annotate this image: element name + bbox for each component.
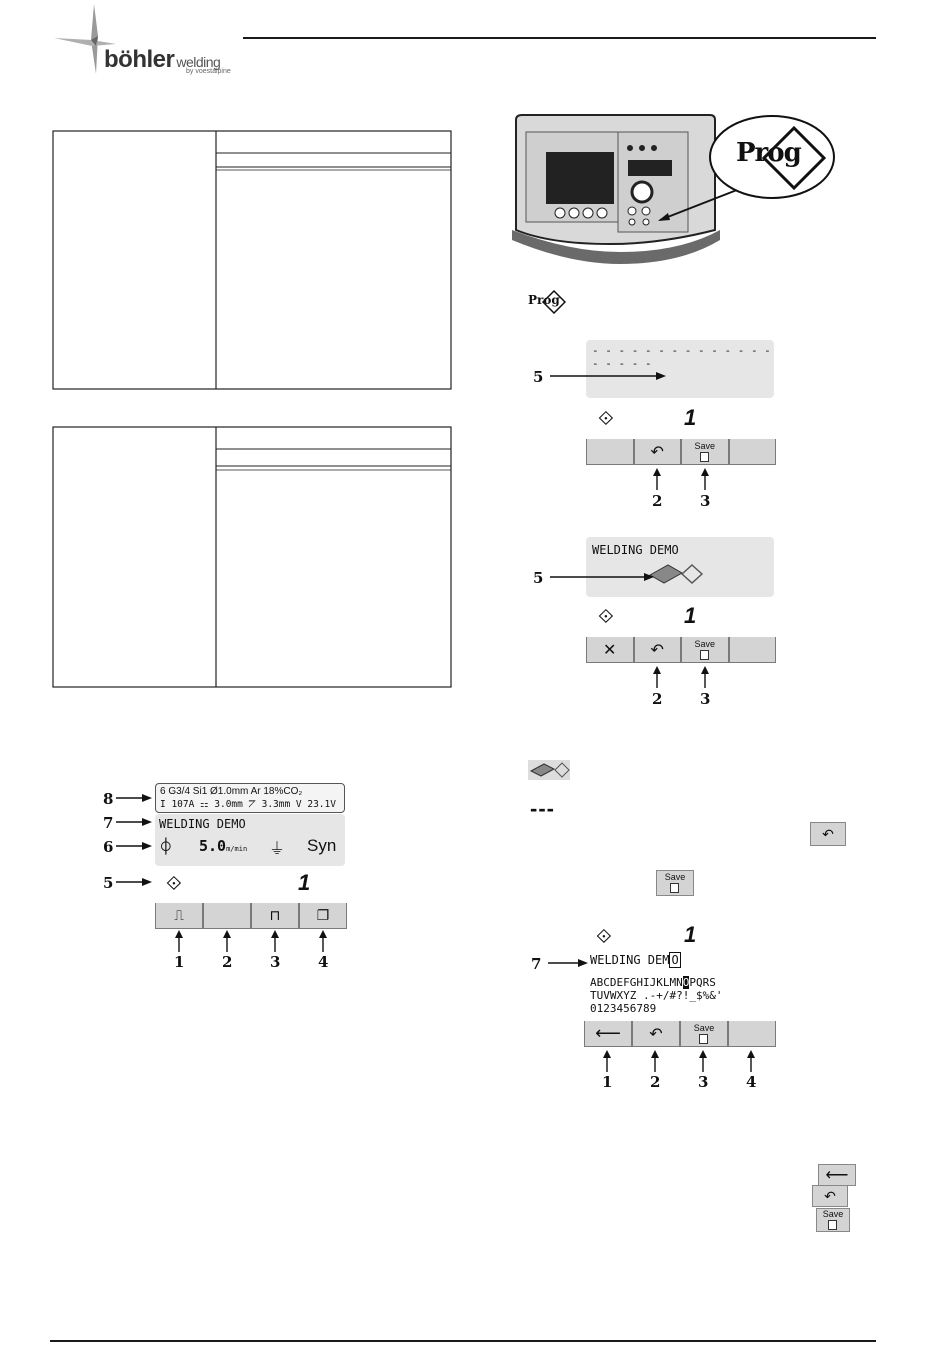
callout-8-main: 8 [103,790,114,808]
callout-7-main: 7 [103,814,114,832]
callout-2-step2: 2 [652,690,663,708]
callout-3-step2: 3 [700,690,711,708]
prog-arrow-icon-main: ⟐ [166,873,182,895]
callout-1-edit: 1 [602,1073,613,1091]
undo-icon: ↶ [824,1187,836,1204]
callout-5-step2: 5 [533,569,544,587]
softkeys-edit [584,1021,776,1047]
charset-selected[interactable]: O [682,976,690,989]
program-number-edit: 1 [684,922,697,947]
callout-2-edit: 2 [650,1073,661,1091]
undo-icon: ↶ [650,443,664,461]
torch-icon: ⏚ [269,839,286,858]
lcd-main-row1: 6 G3/4 Si1 Ø1.0mm Ar 18%CO₂ [160,786,303,797]
callout-1-main: 1 [174,953,185,971]
machine-panel-illustration [510,112,850,267]
softkey-blank-4[interactable] [729,439,777,465]
memory-chip-inline [528,760,570,780]
spec-table-2 [52,426,452,690]
cursor: O [671,953,679,967]
save-key-inline-2 [816,1208,850,1232]
brand-sub: by voestalpine [186,68,231,75]
brand-logo [52,0,252,80]
callout-arrows-step2 [640,666,720,690]
callout-2-step1: 2 [652,492,663,510]
delete-icon: ✕ [603,641,617,659]
lcd-step1-dashes: - - - - - - - - - - - - - - - - - - - [592,344,771,370]
softkey-save[interactable] [680,1021,728,1047]
undo-icon: ↶ [649,1025,663,1043]
callout-5-main: 5 [103,874,114,892]
callout-arrow-5-step1 [532,368,672,384]
undo-icon: ↶ [822,825,834,842]
save-icon: Save [823,1210,844,1230]
save-icon: Save [694,442,715,462]
backspace-arrow-icon: ⟵ [595,1023,621,1043]
callout-3-edit: 3 [698,1073,709,1091]
backspace-arrow-icon: ⟵ [825,1167,849,1184]
save-icon: Save [694,1024,715,1044]
softkey-save[interactable] [681,637,729,663]
lcd-step2-title: WELDING DEMO [592,543,679,557]
lcd-main-header [155,783,345,813]
process-icon: ⎍ [174,907,184,923]
softkey-save[interactable] [681,439,729,465]
edit-title: WELDING DEM O [590,953,679,967]
callout-5-step1: 5 [533,368,544,386]
softkey-backspace[interactable] [584,1021,632,1047]
callout-arrows-step1 [640,468,720,492]
lcd-main-row2: I 107A ⚏ 3.0mm ⦢ 3.3mm V 23.1V [160,799,336,810]
softkeys-main [155,903,347,929]
softkey-blank-4[interactable] [728,1021,776,1047]
lcd-main-body [155,814,345,866]
save-icon: Save [694,640,715,660]
softkey-blank-1[interactable] [586,439,634,465]
softkeys-step2 [586,637,776,663]
save-key-inline [656,870,694,896]
undo-key-inline [810,822,846,846]
prog-arrow-icon-edit: ⟐ [596,926,612,948]
charset-row-1: ABCDEFGHIJKLMNOPQRS [590,976,716,989]
wire-icon: ⌽ [161,837,171,856]
memory-chip-small-icon [528,760,570,780]
callout-arrows-edit [590,1050,770,1074]
prog-key-inline: Prog [528,290,568,314]
save-icon: Save [665,873,686,893]
lcd-main-title: WELDING DEMO [159,817,246,831]
lcd-step2 [586,537,774,597]
softkey-undo[interactable] [634,439,682,465]
softkeys-step1 [586,439,776,465]
synergic-mode: Syn [307,836,337,855]
spec-table-1 [52,130,452,392]
callout-7-edit: 7 [531,955,542,973]
menu-pages-icon: ❐ [316,907,330,923]
prog-arrow-icon-step2: ⟐ [598,606,614,628]
callout-2-main: 2 [222,953,233,971]
backspace-key-inline [818,1164,856,1186]
softkey-delete[interactable] [586,637,634,663]
softkey-menu[interactable] [299,903,347,929]
callout-arrow-5-step2 [532,569,672,585]
charset-grid [590,976,722,1015]
program-number-step1: 1 [684,405,697,430]
softkey-blank-4[interactable] [729,637,777,663]
softkey-undo[interactable] [634,637,682,663]
callout-3-step1: 3 [700,492,711,510]
softkey-undo[interactable] [632,1021,680,1047]
wire-speed: 5.0m/min [199,837,248,855]
program-number-main: 1 [298,870,311,895]
prog-arrow-icon-step1: ⟐ [598,408,614,430]
callout-6-main: 6 [103,838,114,856]
softkey-process[interactable] [155,903,203,929]
charset-row-3: 0123456789 [590,1002,657,1015]
prog-bubble-key: Prog [732,126,842,190]
undo-icon: ↶ [650,641,664,659]
softkey-pulse[interactable] [251,903,299,929]
callout-4-main: 4 [318,953,329,971]
pulse-off-icon: ⊓ [269,907,281,923]
callout-3-main: 3 [270,953,281,971]
footer-rule [50,1340,876,1342]
undo-key-inline-2 [812,1185,848,1207]
charset-row-2: TUVWXYZ .-+/#?!_$%&' [590,989,723,1002]
callout-arrows-main-bottom [162,930,342,954]
program-number-step2: 1 [684,603,697,628]
inline-dashes: --- [530,796,555,821]
header-rule [243,37,876,39]
brand-name: böhler welding [104,46,221,73]
callout-4-edit: 4 [746,1073,757,1091]
softkey-blank-2[interactable] [203,903,251,929]
